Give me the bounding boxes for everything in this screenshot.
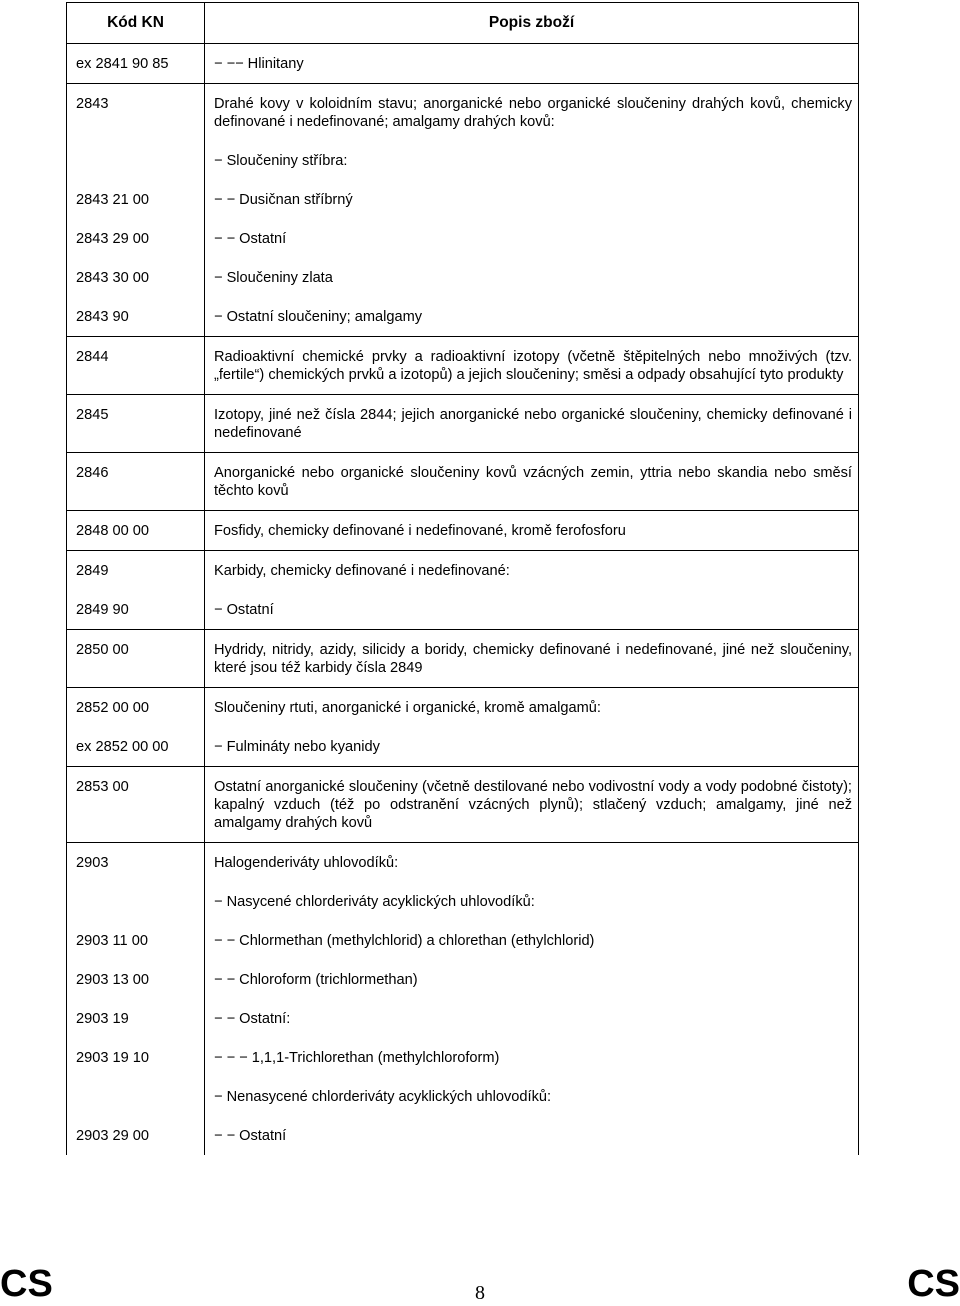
description-cell: − Sloučeniny stříbra:	[205, 141, 859, 180]
description-cell: Hydridy, nitridy, azidy, silicidy a boridy, chemicky definované i nedefinované, jiné než sloučeniny, které jsou též karbidy čísla 2849	[205, 630, 859, 688]
commodity-code-cell: 2852 00 00	[67, 688, 205, 728]
commodity-code-cell: 2903	[67, 843, 205, 883]
description-cell: Ostatní anorganické sloučeniny (včetně destilované nebo vodivostní vody a vody podobné čistoty); kapalný vzduch (též po odstranění vzácných plynů); stlačený vzduch; amalgamy, jiné než amalgamy drahých kovů	[205, 767, 859, 843]
commodity-code-cell: 2903 11 00	[67, 921, 205, 960]
description-cell: Izotopy, jiné než čísla 2844; jejich anorganické nebo organické sloučeniny, chemicky definované i nedefinované	[205, 395, 859, 453]
description-cell: − − Ostatní	[205, 1116, 859, 1155]
commodity-code-cell: 2843 29 00	[67, 219, 205, 258]
commodity-code-cell: 2848 00 00	[67, 511, 205, 551]
commodity-code-cell: 2903 19	[67, 999, 205, 1038]
table-row	[67, 180, 859, 219]
table-body	[67, 44, 859, 1156]
description-cell: − Fulmináty nebo kyanidy	[205, 727, 859, 767]
description-cell: Drahé kovy v koloidním stavu; anorganické nebo organické sloučeniny drahých kovů, chemicky definované i nedefinované; amalgamy drahých kovů:	[205, 84, 859, 142]
table-row	[67, 141, 859, 180]
table-row	[67, 1077, 859, 1116]
commodity-code-cell: 2903 29 00	[67, 1116, 205, 1155]
header-description: Popis zboží	[205, 3, 859, 44]
description-cell: − − Dusičnan stříbrný	[205, 180, 859, 219]
description-cell: − Ostatní sloučeniny; amalgamy	[205, 297, 859, 337]
commodity-code-cell: 2849	[67, 551, 205, 591]
header-code: Kód KN	[67, 3, 205, 44]
description-cell: − Sloučeniny zlata	[205, 258, 859, 297]
table-row	[67, 395, 859, 453]
description-cell: − − Ostatní:	[205, 999, 859, 1038]
table-row	[67, 630, 859, 688]
commodity-code-cell: 2843 90	[67, 297, 205, 337]
table-row	[67, 727, 859, 767]
footer-country-mark-right: CS	[907, 1263, 960, 1305]
commodity-code-cell: 2843 21 00	[67, 180, 205, 219]
page-number: 8	[475, 1282, 485, 1304]
table-row	[67, 219, 859, 258]
table-row	[67, 258, 859, 297]
table-header-row	[67, 3, 859, 44]
commodity-code-cell: 2843	[67, 84, 205, 142]
table-row	[67, 590, 859, 630]
commodity-code-cell: 2903 13 00	[67, 960, 205, 999]
commodity-code-cell: 2844	[67, 337, 205, 395]
commodity-code-cell	[67, 1077, 205, 1116]
table-row	[67, 688, 859, 728]
table-row	[67, 767, 859, 843]
commodity-code-cell: 2853 00	[67, 767, 205, 843]
commodity-code-cell: ex 2841 90 85	[67, 44, 205, 84]
description-cell: Fosfidy, chemicky definované i nedefinované, kromě ferofosforu	[205, 511, 859, 551]
commodity-code-cell: 2845	[67, 395, 205, 453]
commodity-code-cell	[67, 141, 205, 180]
description-cell: − − Chloroform (trichlormethan)	[205, 960, 859, 999]
table-row	[67, 960, 859, 999]
table-row	[67, 337, 859, 395]
description-cell: Anorganické nebo organické sloučeniny kovů vzácných zemin, yttria nebo skandia nebo směsí těchto kovů	[205, 453, 859, 511]
description-cell: − Nenasycené chlorderiváty acyklických uhlovodíků:	[205, 1077, 859, 1116]
table-row	[67, 1038, 859, 1077]
table-row	[67, 999, 859, 1038]
description-cell: Radioaktivní chemické prvky a radioaktivní izotopy (včetně štěpitelných nebo množivých (tzv. „fertile“) chemických prvků a izotopů) a jejich sloučeniny; směsi a odpady obsahující tyto produkty	[205, 337, 859, 395]
description-cell: Sloučeniny rtuti, anorganické i organické, kromě amalgamů:	[205, 688, 859, 728]
commodity-code-cell: 2850 00	[67, 630, 205, 688]
description-cell: − − Chlormethan (methylchlorid) a chlorethan (ethylchlorid)	[205, 921, 859, 960]
commodity-code-cell: 2903 19 10	[67, 1038, 205, 1077]
table-row	[67, 551, 859, 591]
description-cell: − Ostatní	[205, 590, 859, 630]
commodity-code-cell: 2849 90	[67, 590, 205, 630]
description-cell: − − Ostatní	[205, 219, 859, 258]
commodity-code-table	[66, 2, 859, 1155]
table-row	[67, 453, 859, 511]
description-cell: − − − 1,1,1-Trichlorethan (methylchloroform)	[205, 1038, 859, 1077]
table-row	[67, 1116, 859, 1155]
table-row	[67, 297, 859, 337]
table-row	[67, 44, 859, 84]
description-cell: − −− Hlinitany	[205, 44, 859, 84]
description-cell: Halogenderiváty uhlovodíků:	[205, 843, 859, 883]
table-row	[67, 84, 859, 142]
description-cell: − Nasycené chlorderiváty acyklických uhlovodíků:	[205, 882, 859, 921]
footer-country-mark-left: CS	[0, 1263, 53, 1305]
table-row	[67, 921, 859, 960]
commodity-code-cell: 2843 30 00	[67, 258, 205, 297]
commodity-code-cell	[67, 882, 205, 921]
table-row	[67, 843, 859, 883]
description-cell: Karbidy, chemicky definované i nedefinované:	[205, 551, 859, 591]
commodity-code-cell: ex 2852 00 00	[67, 727, 205, 767]
table-row	[67, 511, 859, 551]
table-row	[67, 882, 859, 921]
commodity-code-cell: 2846	[67, 453, 205, 511]
